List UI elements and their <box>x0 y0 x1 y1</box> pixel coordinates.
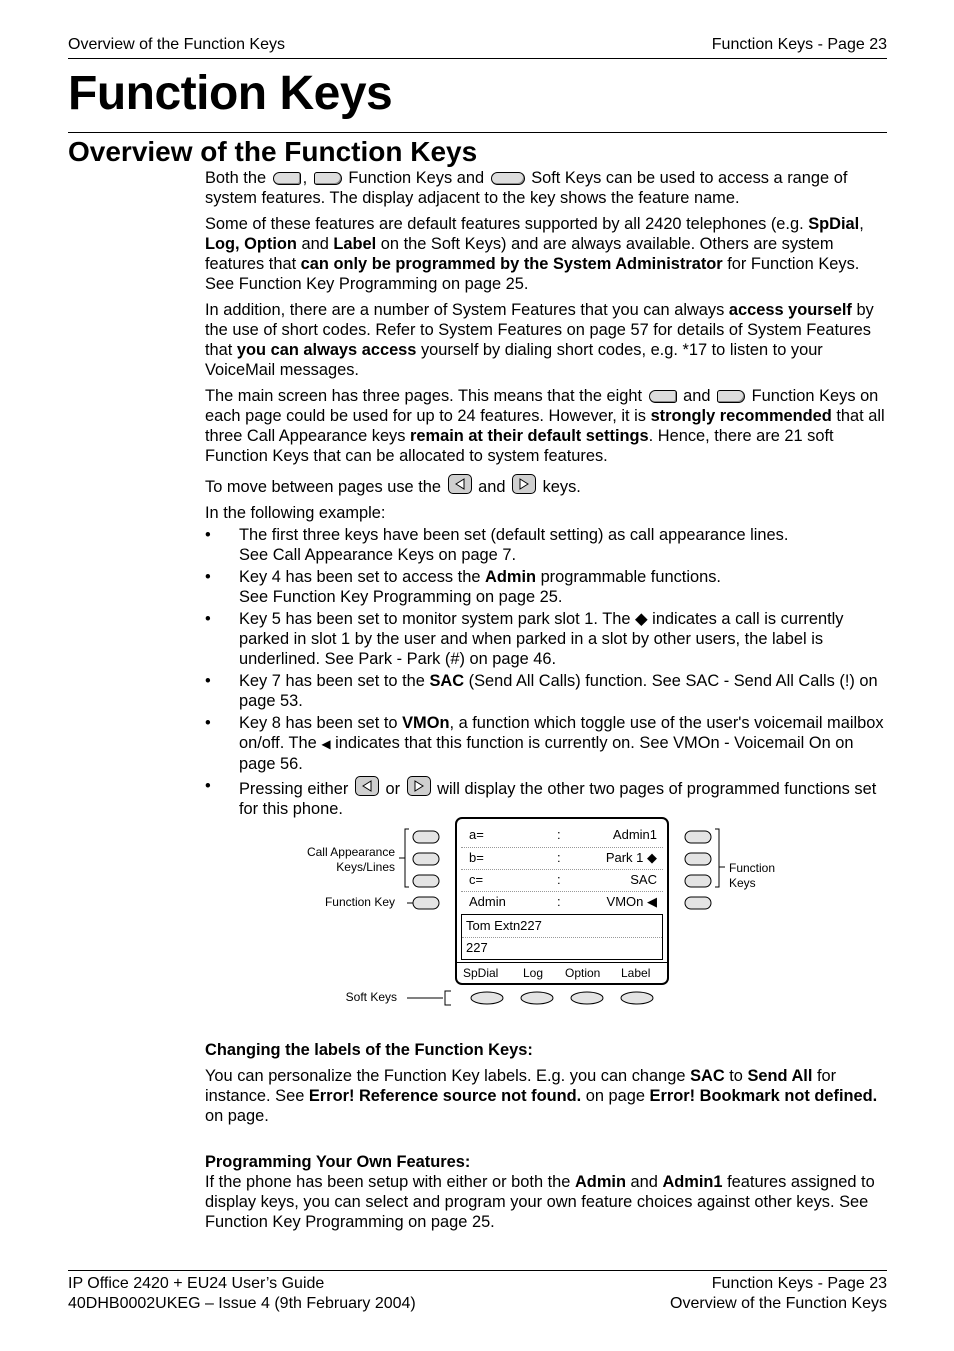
p2-a: Some of these features are default features supported by all 2420 telephones (e.g. <box>205 215 809 233</box>
p1-text-c: Function Keys and <box>348 169 485 187</box>
caller-name: Tom Extn227 <box>466 918 542 933</box>
list-item <box>205 609 889 669</box>
changing-b1: SAC <box>690 1067 725 1085</box>
p3-a: In addition, there are a number of System Features that you can always <box>205 301 729 319</box>
bullet-list <box>205 525 889 819</box>
footer-left-2: 40DHB0002UKEG – Issue 4 (9th February 2004) <box>68 1295 416 1312</box>
left-arrow-key-icon <box>355 776 379 796</box>
programming-b1: Admin <box>574 1173 626 1191</box>
p2-c2: and <box>296 235 334 253</box>
paragraph-3 <box>205 300 889 380</box>
b4-a: Key 7 has been set to the <box>239 672 430 690</box>
right-arrow-key-icon <box>512 474 536 494</box>
p3-b1: access yourself <box>728 301 852 319</box>
row-right: Admin1 <box>612 827 657 842</box>
list-item <box>205 525 889 565</box>
soft-key-icon <box>491 172 525 185</box>
programming-c2: features assigned to display keys, you can select and program your own feature choices against other keys. See Function Key Programming on page 25. <box>205 1173 875 1231</box>
p3-c1: by the use of short codes. Refer to System Features on page 57 for details of System Features that <box>205 301 874 359</box>
p4-b1: strongly recommended <box>650 407 832 425</box>
p1-text-a: Both the <box>205 169 267 187</box>
p4-a: The main screen has three pages. This means that the eight <box>205 387 643 405</box>
p5-b: and <box>478 478 506 496</box>
row-sep: : <box>557 872 561 887</box>
page-title: Function Keys <box>68 67 393 120</box>
row-left: Admin <box>469 894 506 909</box>
paragraph-1 <box>205 168 889 208</box>
changing-b3: Error! Reference source not found. <box>308 1087 582 1105</box>
footer-left-1: IP Office 2420 + EU24 User’s Guide <box>68 1275 325 1292</box>
bullet-dot: • <box>205 672 211 690</box>
phone-diagram <box>295 815 795 1015</box>
b4-bold: SAC <box>429 672 465 690</box>
row-sep: : <box>557 894 561 909</box>
soft-keys-label: Soft Keys <box>345 990 397 1004</box>
left-function-key-icon <box>717 390 745 403</box>
softkey-label: Option <box>565 966 601 980</box>
left-triangle-icon: ◀ <box>321 737 331 751</box>
changing-section <box>205 1040 889 1126</box>
p2-c4: for Function Keys. See Function Key Programming on page 25. <box>205 255 860 293</box>
p3-c2: yourself by dialing short codes, e.g. *17 to listen to your VoiceMail messages. <box>205 341 823 379</box>
footer-right-2: Overview of the Function Keys <box>670 1295 887 1312</box>
bullet-dot: • <box>205 777 211 795</box>
changing-c2: for instance. See <box>205 1067 837 1105</box>
programming-heading: Programming Your Own Features: <box>205 1153 471 1171</box>
paragraph-6: In the following example: <box>205 504 386 522</box>
bullet-dot: • <box>205 526 211 544</box>
b2-bold: Admin <box>485 568 537 586</box>
function-key-label: Function Key <box>324 895 395 909</box>
row-left: a= <box>469 827 484 842</box>
programming-b2: Admin1 <box>662 1173 723 1191</box>
info-divider <box>462 937 662 938</box>
programming-section <box>205 1152 889 1232</box>
changing-c4: on page. <box>205 1107 269 1125</box>
b2-c: programmable functions. <box>536 568 721 586</box>
b1-b: See Call Appearance Keys on page 7. <box>239 546 517 564</box>
display-row <box>461 869 663 891</box>
list-item <box>205 671 889 711</box>
b5-a: Key 8 has been set to <box>239 714 403 732</box>
changing-heading: Changing the labels of the Function Keys: <box>205 1041 533 1059</box>
function-keys-label-2: Keys <box>729 876 756 890</box>
right-function-key-icon <box>649 390 677 403</box>
diamond-icon: ◆ <box>635 610 648 628</box>
row-left: b= <box>469 850 484 865</box>
p2-c3: on the Soft Keys) and are always available. Others are system features that <box>205 235 834 273</box>
footer-left <box>68 1274 416 1314</box>
right-function-key-icon <box>273 172 301 185</box>
softkey-labels <box>457 962 667 980</box>
p5-a: To move between pages use the <box>205 478 441 496</box>
row-sep: : <box>557 850 561 865</box>
b6-c: will display the other two pages of programmed functions set for this phone. <box>239 780 877 818</box>
row-sep: : <box>557 827 561 842</box>
bullet-dot: • <box>205 714 211 732</box>
list-item <box>205 567 889 607</box>
b6-b: or <box>385 780 401 798</box>
caller-number: 227 <box>466 940 488 955</box>
left-arrow-key-icon <box>448 474 472 494</box>
softkey-label: Log <box>523 966 544 980</box>
bullet-dot: • <box>205 610 211 628</box>
p5-c: keys. <box>542 478 581 496</box>
changing-text <box>205 1066 889 1126</box>
p2-b3: Label <box>333 235 377 253</box>
p4-b2: remain at their default settings <box>410 427 649 445</box>
row-left: c= <box>469 872 484 887</box>
p4-c1: that all three Call Appearance keys <box>205 407 885 445</box>
p1-text-d: Soft Keys can be used to access a range of system features. The display adjacent to the key shows the feature name. <box>205 169 848 207</box>
b4-c: (Send All Calls) function. See SAC - Send All Calls (!) on page 53. <box>239 672 878 710</box>
phone-display <box>455 817 669 985</box>
p4-c2: . Hence, there are 21 soft Function Keys that can be allocated to system features. <box>205 427 834 465</box>
programming-a: If the phone has been setup with either or both the <box>205 1173 575 1191</box>
softkey-label: Label <box>621 966 651 980</box>
b3-a: Key 5 has been set to monitor system park slot 1. The <box>239 610 636 628</box>
b5-c: , a function which toggle use of the user's voicemail mailbox on/off. The <box>239 714 884 752</box>
p2-b1: SpDial <box>808 215 860 233</box>
display-row <box>461 847 663 869</box>
call-appearance-label-2: Keys/Lines <box>336 860 395 874</box>
paragraph-4 <box>205 386 889 466</box>
p4-c: Function Keys on each page could be used for up to 24 features. However, it is <box>205 387 879 425</box>
p2-b2: Log, Option <box>205 235 297 253</box>
call-info-box <box>461 914 663 960</box>
title-rule <box>68 132 887 133</box>
p3-b2: you can always access <box>236 341 417 359</box>
changing-c3: on page <box>581 1087 650 1105</box>
left-function-key-icon <box>314 172 342 185</box>
body-text <box>205 168 889 821</box>
list-item <box>205 776 889 819</box>
b1-a: The first three keys have been set (default setting) as call appearance lines. <box>239 526 789 544</box>
right-arrow-key-icon <box>407 776 431 796</box>
call-appearance-label <box>295 845 395 875</box>
b3-c: indicates a call is currently parked in slot 1 by the user and when parked in a slot by other users, the label is underlined. See Park - Park (#) on page 46. <box>239 610 844 668</box>
programming-text <box>205 1172 889 1232</box>
b6-a: Pressing either <box>239 780 349 798</box>
p2-c1: , <box>859 215 864 233</box>
paragraph-2 <box>205 214 889 294</box>
row-right: VMOn ◀ <box>606 894 657 909</box>
function-keys-label-1: Function <box>729 861 776 875</box>
header-right: Function Keys - Page 23 <box>711 36 887 53</box>
paragraph-5 <box>205 474 889 497</box>
display-row <box>461 891 663 913</box>
page-footer <box>68 1270 887 1312</box>
softkey-label: SpDial <box>463 966 499 980</box>
section-title: Overview of the Function Keys <box>68 136 478 167</box>
bullet-dot: • <box>205 568 211 586</box>
b2-a: Key 4 has been set to access the <box>239 568 486 586</box>
page-header <box>68 36 887 59</box>
changing-c1: to <box>724 1067 748 1085</box>
changing-b4: Error! Bookmark not defined. <box>649 1087 878 1105</box>
list-item <box>205 713 889 774</box>
footer-right <box>670 1274 887 1314</box>
row-right: SAC <box>630 872 657 887</box>
b5-d: indicates that this function is currently on. See VMOn - Voicemail On on page 56. <box>239 734 854 773</box>
header-left: Overview of the Function Keys <box>68 36 285 53</box>
p1-text-b: , <box>302 169 308 187</box>
p2-b4: can only be programmed by the System Administrator <box>300 255 723 273</box>
changing-b2: Send All <box>747 1067 813 1085</box>
display-row <box>461 824 663 846</box>
b5-bold: VMOn <box>402 714 450 732</box>
changing-a: You can personalize the Function Key labels. E.g. you can change <box>205 1067 691 1085</box>
p4-b: and <box>683 387 711 405</box>
row-right: Park 1 ◆ <box>605 850 657 865</box>
b2-d: See Function Key Programming on page 25. <box>239 588 563 606</box>
function-keys-label <box>729 861 775 891</box>
footer-right-1: Function Keys - Page 23 <box>711 1275 887 1292</box>
call-appearance-label-1: Call Appearance <box>306 845 395 859</box>
programming-c1: and <box>625 1173 663 1191</box>
